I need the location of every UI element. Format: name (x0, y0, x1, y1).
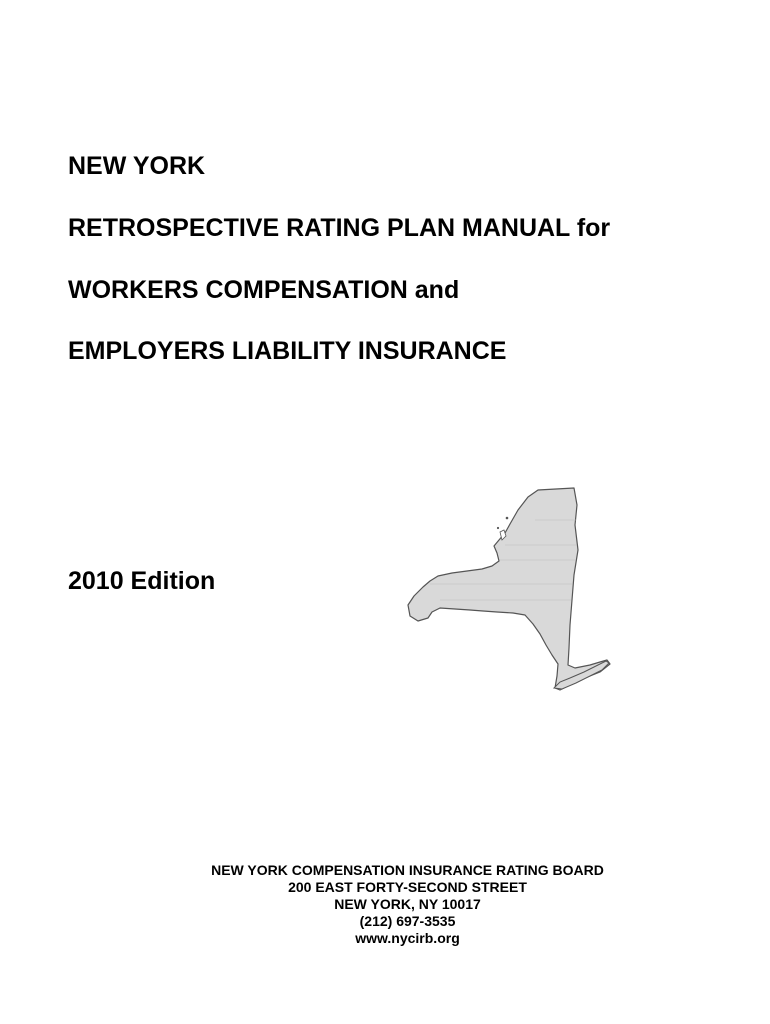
title-line-2: RETROSPECTIVE RATING PLAN MANUAL for (68, 214, 611, 242)
island-dot (497, 527, 499, 529)
title-line-4: EMPLOYERS LIABILITY INSURANCE (68, 337, 507, 365)
publisher-website: www.nycirb.org (355, 930, 460, 946)
title-line-1: NEW YORK (68, 152, 206, 180)
publisher-block (0, 862, 770, 947)
publisher-street: 200 EAST FORTY-SECOND STREET (288, 879, 527, 895)
publisher-city: NEW YORK, NY 10017 (334, 896, 481, 912)
edition-label: 2010 Edition (68, 567, 216, 595)
publisher-name: NEW YORK COMPENSATION INSURANCE RATING BOARD (211, 862, 604, 878)
publisher-phone: (212) 697-3535 (359, 913, 456, 929)
title-line-3: WORKERS COMPENSATION and (68, 276, 460, 304)
state-outline (408, 488, 610, 690)
island-dot (506, 517, 509, 520)
new-york-state-map-icon (400, 482, 620, 697)
